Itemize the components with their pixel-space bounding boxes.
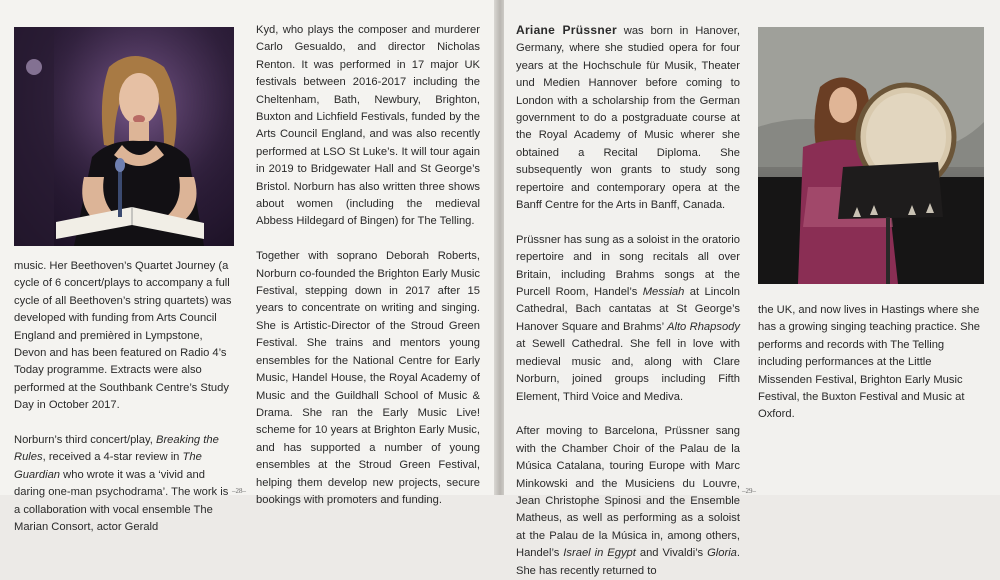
right-column-text (758, 302, 984, 424)
paragraph (516, 232, 740, 406)
text-run: . She has recently returned to (516, 547, 741, 577)
paragraph (516, 423, 740, 580)
italic-title: The Guardian (14, 451, 202, 481)
text-run: at Lincoln Cathedral, Bach cantatas at St George’s Hanover Square and Brahms’ (516, 286, 740, 333)
page-number: –29– (742, 487, 756, 495)
italic-title: Messiah (642, 286, 685, 299)
right-page (504, 0, 1000, 577)
middle-left-column-text (256, 22, 480, 509)
singer-photo-left (14, 27, 234, 246)
text-run: Prüssner has sung as a soloist in the oratorio repertoire and in song recitals all over Britain, including Brahms songs at the Purcell Room, Handel’s (516, 233, 740, 299)
paragraph: Together with soprano Deborah Roberts, Norburn co-founded the Brighton Early Music Festival, stepping down in 2017 after 15 years to concentrate on writing and singing. She is Artistic-Director of the Stroud Green Festival. She trains and mentors young ensembles for the National Centre for Early Music, Handel House, the Royal Academy of Music and the Guildhall School of Music & Drama. She ran the Early Music Live! scheme for 10 years at Brighton Early Music, and has supported a number of young ensembles at the Stroud Green Festival, helping them develop new projects, secure bookings with promoters and funding. (256, 250, 480, 506)
text-run: , received a 4-star review in (42, 451, 183, 464)
text-run: was born in Hanover, Germany, where she studied opera for four years at the Hochschule für Musik, Theater und Medien Hannover before coming to London with a scholarship from the German government to do a postgraduate course at the Royal Academy of Music wherer she obtained a Recital Diploma. She subsequently won grants to study song repertoire and contemporary opera at the Banff Centre for the Arts in Banff, Canada. (516, 25, 740, 212)
italic-title: Israel in Egypt (563, 547, 636, 560)
italic-title: Alto Rhapsody (667, 320, 740, 333)
paragraph (14, 432, 236, 536)
text-run: Norburn’s third concert/play, (14, 434, 156, 447)
text-run: at Sewell Cathedral. She fell in love with medieval music and, along with Clare Norburn, joined groups including Fifth Element, Third Voice and Mediva. (516, 338, 740, 403)
paragraph (516, 22, 740, 214)
singer-photo-right (758, 27, 984, 284)
italic-title: Gloria (707, 547, 737, 560)
singer-with-frame-drum-illustration (758, 27, 984, 284)
singer-with-book-illustration (14, 27, 234, 246)
text-run: and Vivaldi’s (635, 547, 708, 560)
left-page (0, 0, 496, 534)
page-number: –28– (232, 487, 246, 495)
performer-name: Ariane Prüssner (516, 23, 617, 37)
paragraph: music. Her Beethoven’s Quartet Journey (a cycle of 6 concert/plays to accompany a full cycle of all Beethoven’s string quartets) was developed with funding from Arts Council England and premièred in Lympstone, Devon and has been featured on Radio 4’s Today programme. Extracts were also performed at the Southbank Centre’s Study Day in October 2017. (14, 260, 232, 412)
paragraph: the UK, and now lives in Hastings where she has a growing singing teaching practice. She performs and records with The Telling including performances at the Little Missenden Festival, Brighton Early Music Festival, the Buxton Festival and Music at Oxford. (758, 304, 981, 421)
text-run: who wrote it was a ‘vivid and daring one-man psychodrama’. The work is a collaboration with vocal ensemble The Marian Consort, actor Gerald (14, 468, 229, 534)
text-run: After moving to Barcelona, Prüssner sang with the Chamber Choir of the Palau de la Música Catalana, touring Europe with Marc Minkowski and the Musiciens du Louvre, Jean Christophe Spinosi and the Ensemble Matheus, as well as performing as a soloist at the Palau de la Música in, among others, Handel’s (516, 425, 740, 560)
italic-title: Breaking the Rules (14, 434, 219, 464)
paragraph: Kyd, who plays the composer and murderer Carlo Gesualdo, and director Nicholas Renton. It was performed in 17 major UK festivals between 2016-2017 including the Cheltenham, Bath, Newbury, Brighton, Buxton and Lichfield Festivals, funded by the Arts Council England, and was also recently performed at LSO St Luke’s. It will tour again in 2019 to Bridgewater Hall and St George’s Bristol. Norburn has also written three shows about women (including the medieval Abbess Hildegard of Bingen) for The Telling. (256, 24, 480, 228)
middle-right-column-text (516, 22, 740, 580)
